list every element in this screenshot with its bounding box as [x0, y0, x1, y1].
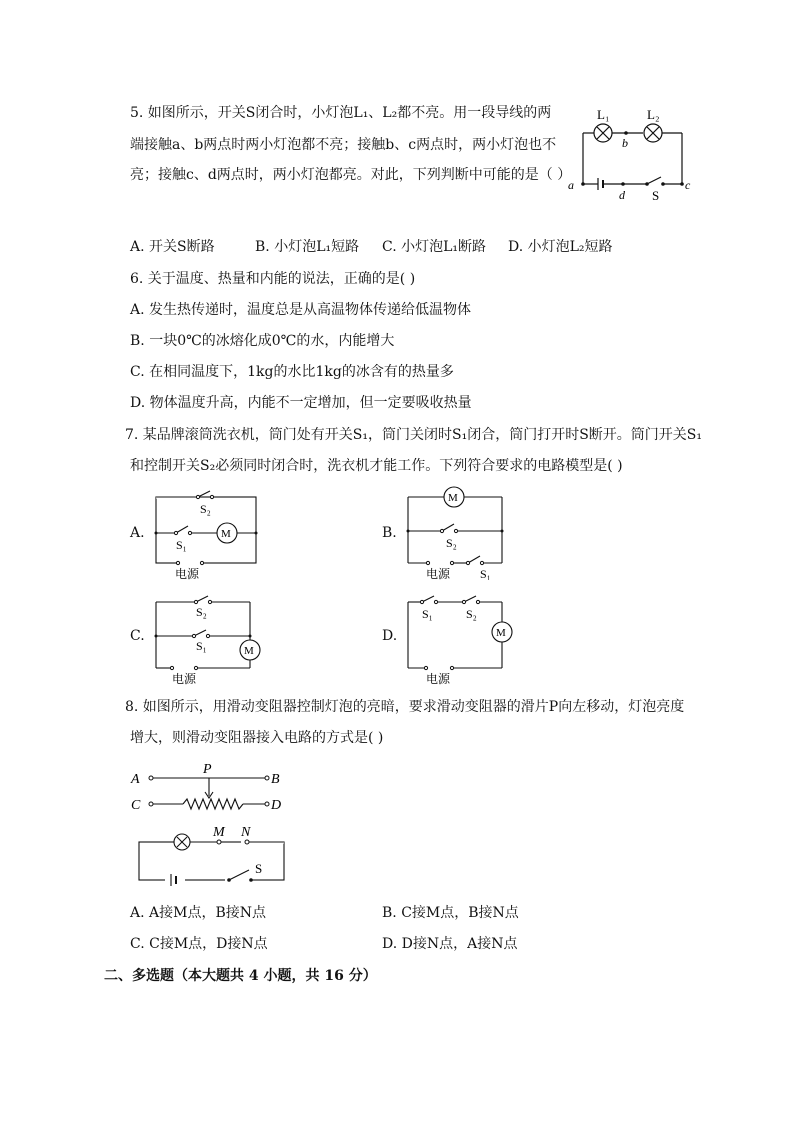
q7c-motor-label: M	[244, 645, 254, 657]
q5-circuit-diagram	[565, 100, 700, 210]
q7d-power-label: 电源	[426, 672, 451, 685]
q8-label-s: S	[255, 861, 263, 876]
q8-option-d[interactable]: D. D接N点，A接N点	[382, 936, 518, 952]
q7a-motor-label: M	[221, 528, 231, 540]
q7-option-c-letter[interactable]: C.	[130, 628, 145, 644]
q6-stem: 6. 关于温度、热量和内能的说法，正确的是( )	[130, 271, 416, 287]
q8-stem-line-1: 8. 如图所示，用滑动变阻器控制灯泡的亮暗，要求滑动变阻器的滑片P向左移动，灯泡亮度	[125, 699, 685, 715]
q7b-power-label: 电源	[426, 567, 451, 580]
q8-option-b[interactable]: B. C接M点，B接N点	[382, 905, 519, 921]
q7d-motor-label: M	[496, 627, 506, 639]
q5-label-d: d	[619, 188, 625, 202]
q5-label-s: S	[652, 188, 660, 203]
q8-option-a[interactable]: A. A接M点，B接N点	[130, 905, 266, 921]
q7c-power-label: 电源	[172, 672, 197, 685]
q8-label-p: P	[203, 762, 212, 777]
q7-stem-line-2: 和控制开关S₂必须同时闭合时，洗衣机才能工作。下列符合要求的电路模型是( )	[130, 458, 623, 474]
q5-label-l2: L₂	[647, 107, 660, 122]
q8-label-c: C	[131, 798, 141, 813]
q7-option-d-circuit[interactable]	[402, 590, 522, 685]
q8-label-b: B	[271, 772, 280, 787]
q5-option-a[interactable]: A. 开关S断路	[130, 239, 215, 255]
q7d-s1-label: S₁	[422, 607, 433, 621]
q5-option-c[interactable]: C. 小灯泡L₁断路	[382, 239, 487, 255]
q7a-s2-label: S₂	[200, 502, 211, 516]
q7-option-c-circuit[interactable]	[150, 590, 270, 685]
q5-stem-line-2: 端接触a、b两点时两小灯泡都不亮；接触b、c两点时，两小灯泡也不	[130, 137, 557, 153]
q7-option-a-letter[interactable]: A.	[130, 525, 145, 541]
q5-label-b: b	[622, 136, 628, 150]
q8-stem-line-2: 增大，则滑动变阻器接入电路的方式是( )	[130, 730, 384, 746]
section-2-heading: 二、多选题（本大题共 4 小题，共 16 分）	[104, 968, 377, 984]
q8-rheostat-diagram	[125, 760, 300, 890]
q5-option-d[interactable]: D. 小灯泡L₂短路	[508, 239, 613, 255]
q7b-s1-label: S₁	[480, 567, 491, 580]
q7-option-d-letter[interactable]: D.	[382, 628, 398, 644]
q6-option-b[interactable]: B. 一块0℃的冰熔化成0℃的水，内能增大	[130, 333, 395, 349]
q8-label-n: N	[241, 825, 251, 840]
q7d-s2-label: S₂	[466, 607, 477, 621]
q5-label-a: a	[568, 178, 574, 192]
q7-option-a-circuit[interactable]	[150, 485, 265, 580]
q6-option-c[interactable]: C. 在相同温度下，1kg的水比1kg的冰含有的热量多	[130, 364, 454, 380]
q5-option-b[interactable]: B. 小灯泡L₁短路	[255, 239, 360, 255]
q7c-s1-label: S₁	[196, 639, 207, 653]
q6-option-d[interactable]: D. 物体温度升高，内能不一定增加，但一定要吸收热量	[130, 395, 472, 411]
q7-option-b-circuit[interactable]	[402, 485, 517, 580]
q8-label-d: D	[271, 798, 282, 813]
q8-option-c[interactable]: C. C接M点，D接N点	[130, 936, 268, 952]
q7a-power-label: 电源	[175, 567, 200, 580]
q5-label-c: c	[685, 178, 691, 192]
q7b-s2-label: S₂	[446, 536, 457, 550]
q8-label-a: A	[131, 772, 140, 787]
q5-stem-line-1: 5. 如图所示，开关S闭合时，小灯泡L₁、L₂都不亮。用一段导线的两	[130, 105, 552, 121]
q5-stem-line-3: 亮；接触c、d两点时，两小灯泡都亮。对此，下列判断中可能的是（ ）	[130, 167, 572, 183]
q7-option-b-letter[interactable]: B.	[382, 525, 397, 541]
q7a-s1-label: S₁	[176, 538, 187, 552]
q7b-motor-label: M	[448, 492, 458, 504]
q8-label-m: M	[213, 825, 225, 840]
q6-option-a[interactable]: A. 发生热传递时，温度总是从高温物体传递给低温物体	[130, 302, 472, 318]
q7-stem-line-1: 7. 某品牌滚筒洗衣机，筒门处有开关S₁，筒门关闭时S₁闭合，筒门打开时S断开。筒门开关S₁	[125, 427, 703, 443]
q7c-s2-label: S₂	[196, 605, 207, 619]
q5-label-l1: L₁	[597, 107, 610, 122]
